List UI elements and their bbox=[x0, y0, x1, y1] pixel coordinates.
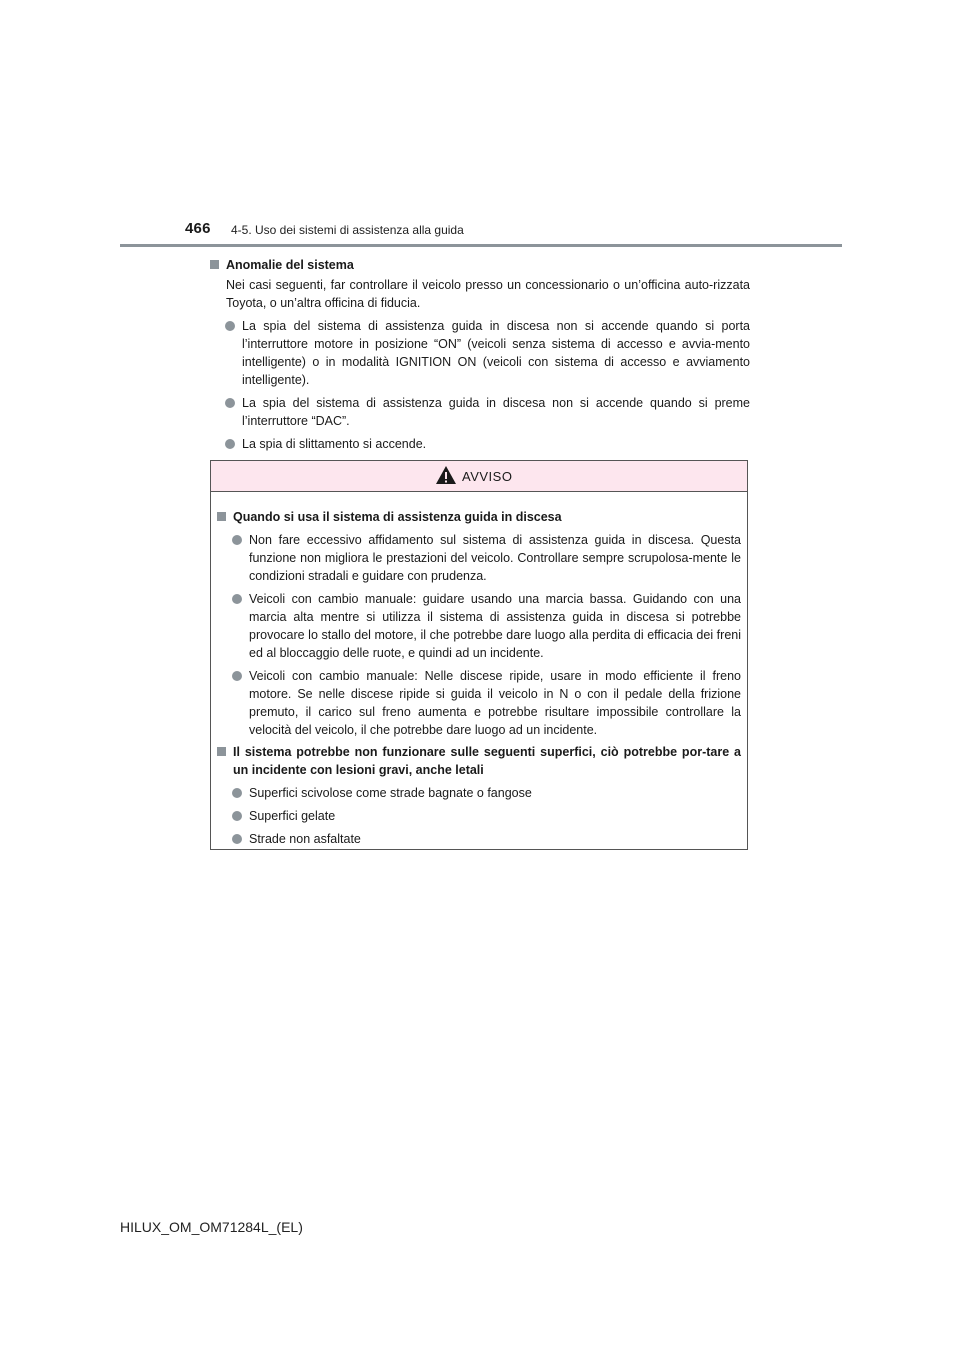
list-item-text: Strade non asfaltate bbox=[249, 832, 361, 846]
list-item-text: La spia del sistema di assistenza guida in discesa non si accende quando si preme l’interruttore “DAC”. bbox=[242, 396, 750, 428]
warning-heading-1 bbox=[217, 508, 741, 526]
circle-bullet-icon bbox=[232, 671, 242, 681]
heading-text: Anomalie del sistema bbox=[226, 258, 354, 272]
warning-box bbox=[210, 460, 748, 850]
list-item bbox=[217, 531, 741, 585]
list-item-text: La spia del sistema di assistenza guida in discesa non si accende quando si porta l’interruttore motore in posizione “ON” (veicoli senza sistema di accesso e avvia-mento intelligente) o in modalità IGNITION ON (veicoli con sistema di accesso e avviamento intelligente). bbox=[242, 319, 750, 387]
list-item bbox=[210, 435, 750, 453]
list-item-text: Superfici gelate bbox=[249, 809, 336, 823]
warning-label: AVVISO bbox=[462, 469, 513, 484]
square-bullet-icon bbox=[217, 747, 226, 756]
section-title: 4-5. Uso dei sistemi di assistenza alla guida bbox=[231, 223, 464, 237]
circle-bullet-icon bbox=[232, 535, 242, 545]
list-item bbox=[217, 784, 741, 802]
list-item bbox=[210, 317, 750, 389]
list-item bbox=[217, 590, 741, 662]
warning-body bbox=[211, 492, 747, 848]
intro-paragraph: Nei casi seguenti, far controllare il veicolo presso un concessionario o un’officina auto-rizzata Toyota, o un’altra officina di fiducia. bbox=[226, 278, 750, 310]
list-item-text: Veicoli con cambio manuale: guidare usando una marcia bassa. Guidando con una marcia alta mentre si utilizza il sistema di assistenza guida in discesa si potrebbe provocare lo stallo del motore, il che potrebbe dare luogo alla perdita di efficacia dei freni ed al bloccaggio delle ruote, e quindi ad un incidente. bbox=[249, 592, 741, 660]
main-content bbox=[210, 256, 750, 453]
square-bullet-icon bbox=[210, 260, 219, 269]
list-item-text: Non fare eccessivo affidamento sul sistema di assistenza guida in discesa. Questa funzione non migliora le prestazioni del veicolo. Controllare sempre scrupolosa-mente le condizioni stradali e guidare con prudenza. bbox=[249, 533, 741, 583]
circle-bullet-icon bbox=[225, 398, 235, 408]
circle-bullet-icon bbox=[232, 811, 242, 821]
page-number: 466 bbox=[185, 220, 211, 237]
list-item-text: Veicoli con cambio manuale: Nelle discese ripide, usare in modo efficiente il freno motore. Se nelle discese ripide si guida il veicolo in N o con il pedale della frizione premuto, il carico sul freno aumenta e potrebbe risultare impossibile controllare la velocità del veicolo, il che potrebbe dare luogo ad un incidente. bbox=[249, 669, 741, 737]
circle-bullet-icon bbox=[232, 834, 242, 844]
warning-header bbox=[211, 461, 747, 492]
warning-triangle-icon bbox=[435, 465, 457, 485]
section-heading bbox=[210, 256, 750, 274]
warning-heading-2 bbox=[217, 743, 741, 779]
square-bullet-icon bbox=[217, 512, 226, 521]
list-item-text: La spia di slittamento si accende. bbox=[242, 437, 427, 451]
list-item bbox=[217, 830, 741, 848]
list-item-text: Superfici scivolose come strade bagnate o fangose bbox=[249, 786, 532, 800]
heading-text: Quando si usa il sistema di assistenza guida in discesa bbox=[233, 510, 562, 524]
heading-text: Il sistema potrebbe non funzionare sulle seguenti superfici, ciò potrebbe por-tare a un incidente con lesioni gravi, anche letali bbox=[233, 745, 741, 777]
list-item bbox=[217, 807, 741, 825]
circle-bullet-icon bbox=[225, 321, 235, 331]
circle-bullet-icon bbox=[232, 788, 242, 798]
circle-bullet-icon bbox=[232, 594, 242, 604]
list-item bbox=[217, 667, 741, 739]
header-rule bbox=[120, 244, 842, 247]
circle-bullet-icon bbox=[225, 439, 235, 449]
list-item bbox=[210, 394, 750, 430]
document-code: HILUX_OM_OM71284L_(EL) bbox=[120, 1219, 303, 1235]
